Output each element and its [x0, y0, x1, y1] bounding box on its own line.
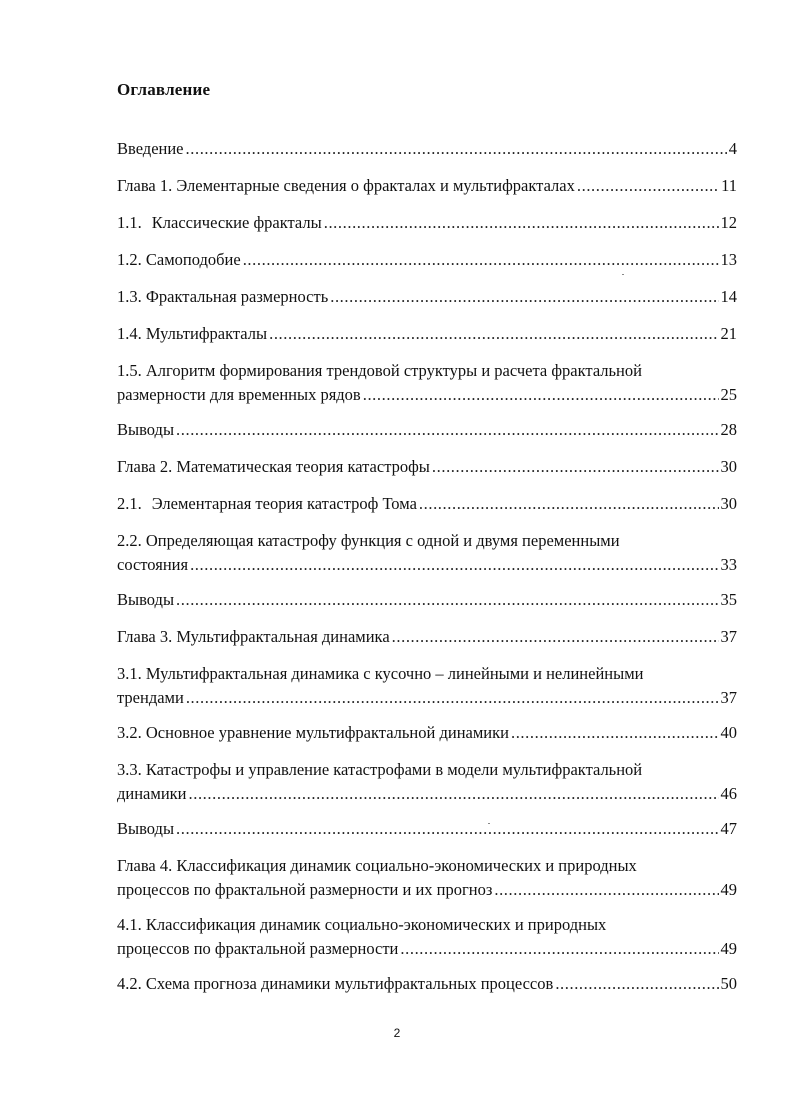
dot-leader — [324, 211, 719, 235]
toc-entry-page: 25 — [720, 385, 737, 404]
toc-entry-page: 46 — [720, 784, 737, 803]
toc-entry-section-2-2[interactable] — [117, 529, 737, 577]
toc-title: Оглавление — [117, 80, 211, 99]
toc-entry-page: 13 — [720, 250, 737, 269]
toc-entry-conclusions-1[interactable] — [117, 418, 737, 442]
toc-entry-number: 2.1. — [117, 494, 142, 513]
table-of-contents — [117, 137, 737, 1009]
toc-entry-text: Выводы — [117, 590, 175, 609]
toc-entry-text-line-1: 3.3. Катастрофы и управление катастрофами в модели мультифрактальной — [117, 760, 643, 779]
toc-entry-chapter-4[interactable] — [117, 854, 737, 902]
dot-leader — [400, 937, 718, 961]
toc-entry-section-4-2[interactable] — [117, 972, 737, 996]
toc-entry-text-line-1: 4.1. Классификация динамик социально-экономических и природных — [117, 915, 607, 934]
dot-leader — [269, 322, 718, 346]
toc-entry-text: процессов по фрактальной размерности — [117, 939, 399, 958]
toc-entry-page: 49 — [720, 880, 737, 899]
toc-entry-page: 37 — [720, 688, 737, 707]
toc-entry-page: 33 — [720, 555, 737, 574]
toc-entry-page: 40 — [720, 723, 737, 742]
toc-entry-text: Введение — [117, 139, 184, 158]
dot-leader — [511, 721, 719, 745]
toc-entry-text: динамики — [117, 784, 187, 803]
dot-leader — [419, 492, 719, 516]
toc-entry-page: 12 — [720, 213, 737, 232]
toc-entry-text: Глава 3. Мультифрактальная динамика — [117, 627, 390, 646]
toc-entry-text: процессов по фрактальной размерности и их прогноз — [117, 880, 493, 899]
toc-entry-text: Глава 2. Математическая теория катастрофы — [117, 457, 430, 476]
toc-entry-section-2-1[interactable] — [117, 492, 737, 516]
toc-entry-section-1-3[interactable] — [117, 285, 737, 309]
toc-entry-text: Глава 1. Элементарные сведения о фракталах и мультифракталах — [117, 176, 575, 195]
toc-entry-page: 14 — [720, 287, 737, 306]
dot-leader — [186, 137, 727, 161]
toc-entry-text: Элементарная теория катастроф Тома — [151, 494, 417, 513]
toc-entry-text: трендами — [117, 688, 184, 707]
dot-leader — [176, 418, 718, 442]
toc-entry-page: 47 — [720, 819, 737, 838]
toc-entry-text-line-1: 3.1. Мультифрактальная динамика с кусочно – линейными и нелинейными — [117, 664, 644, 683]
toc-entry-conclusions-3[interactable] — [117, 817, 737, 841]
toc-entry-text: размерности для временных рядов — [117, 385, 361, 404]
toc-entry-introduction[interactable] — [117, 137, 737, 161]
toc-entry-chapter-1[interactable] — [117, 174, 737, 198]
toc-entry-section-1-4[interactable] — [117, 322, 737, 346]
toc-entry-text: состояния — [117, 555, 189, 574]
scan-speck — [488, 823, 490, 824]
dot-leader — [186, 686, 719, 710]
dot-leader — [243, 248, 719, 272]
page-number: 2 — [393, 1026, 401, 1040]
toc-entry-text: 4.2. Схема прогноза динамики мультифрактальных процессов — [117, 974, 554, 993]
dot-leader — [176, 588, 718, 612]
toc-entry-text-line-1: Глава 4. Классификация динамик социально-экономических и природных — [117, 856, 637, 875]
toc-entry-text-line-1: 1.5. Алгоритм формирования трендовой структуры и расчета фрактальной — [117, 361, 642, 380]
dot-leader — [577, 174, 719, 198]
dot-leader — [330, 285, 718, 309]
toc-entry-page: 50 — [720, 974, 737, 993]
toc-entry-section-1-5[interactable] — [117, 359, 737, 407]
toc-entry-text: 1.2. Самоподобие — [117, 250, 241, 269]
toc-entry-text: 1.3. Фрактальная размерность — [117, 287, 329, 306]
dot-leader — [432, 455, 719, 479]
toc-entry-conclusions-2[interactable] — [117, 588, 737, 612]
dot-leader — [189, 782, 719, 806]
dot-leader — [555, 972, 718, 996]
toc-entry-page: 21 — [720, 324, 737, 343]
toc-entry-page: 30 — [720, 457, 737, 476]
toc-entry-text: 3.2. Основное уравнение мультифрактальной динамики — [117, 723, 509, 742]
dot-leader — [494, 878, 718, 902]
scan-speck — [622, 274, 624, 275]
dot-leader — [176, 817, 718, 841]
dot-leader — [363, 383, 719, 407]
toc-entry-text: Классические фракталы — [151, 213, 322, 232]
toc-entry-section-3-3[interactable] — [117, 758, 737, 806]
dot-leader — [392, 625, 719, 649]
toc-entry-text: Выводы — [117, 819, 175, 838]
toc-entry-section-1-1[interactable] — [117, 211, 737, 235]
dot-leader — [190, 553, 718, 577]
toc-entry-number: 1.1. — [117, 213, 142, 232]
toc-entry-chapter-2[interactable] — [117, 455, 737, 479]
toc-entry-section-3-1[interactable] — [117, 662, 737, 710]
toc-entry-page: 35 — [720, 590, 737, 609]
toc-entry-section-1-2[interactable] — [117, 248, 737, 272]
toc-entry-page: 30 — [720, 494, 737, 513]
toc-entry-text-line-1: 2.2. Определяющая катастрофу функция с одной и двумя переменными — [117, 531, 620, 550]
toc-entry-page: 4 — [728, 139, 737, 158]
toc-entry-text: Выводы — [117, 420, 175, 439]
toc-entry-chapter-3[interactable] — [117, 625, 737, 649]
toc-entry-section-4-1[interactable] — [117, 913, 737, 961]
toc-entry-text: 1.4. Мультифракталы — [117, 324, 268, 343]
toc-entry-page: 37 — [720, 627, 737, 646]
toc-entry-section-3-2[interactable] — [117, 721, 737, 745]
toc-entry-page: 49 — [720, 939, 737, 958]
toc-entry-page: 28 — [720, 420, 737, 439]
toc-entry-page: 11 — [721, 176, 737, 195]
